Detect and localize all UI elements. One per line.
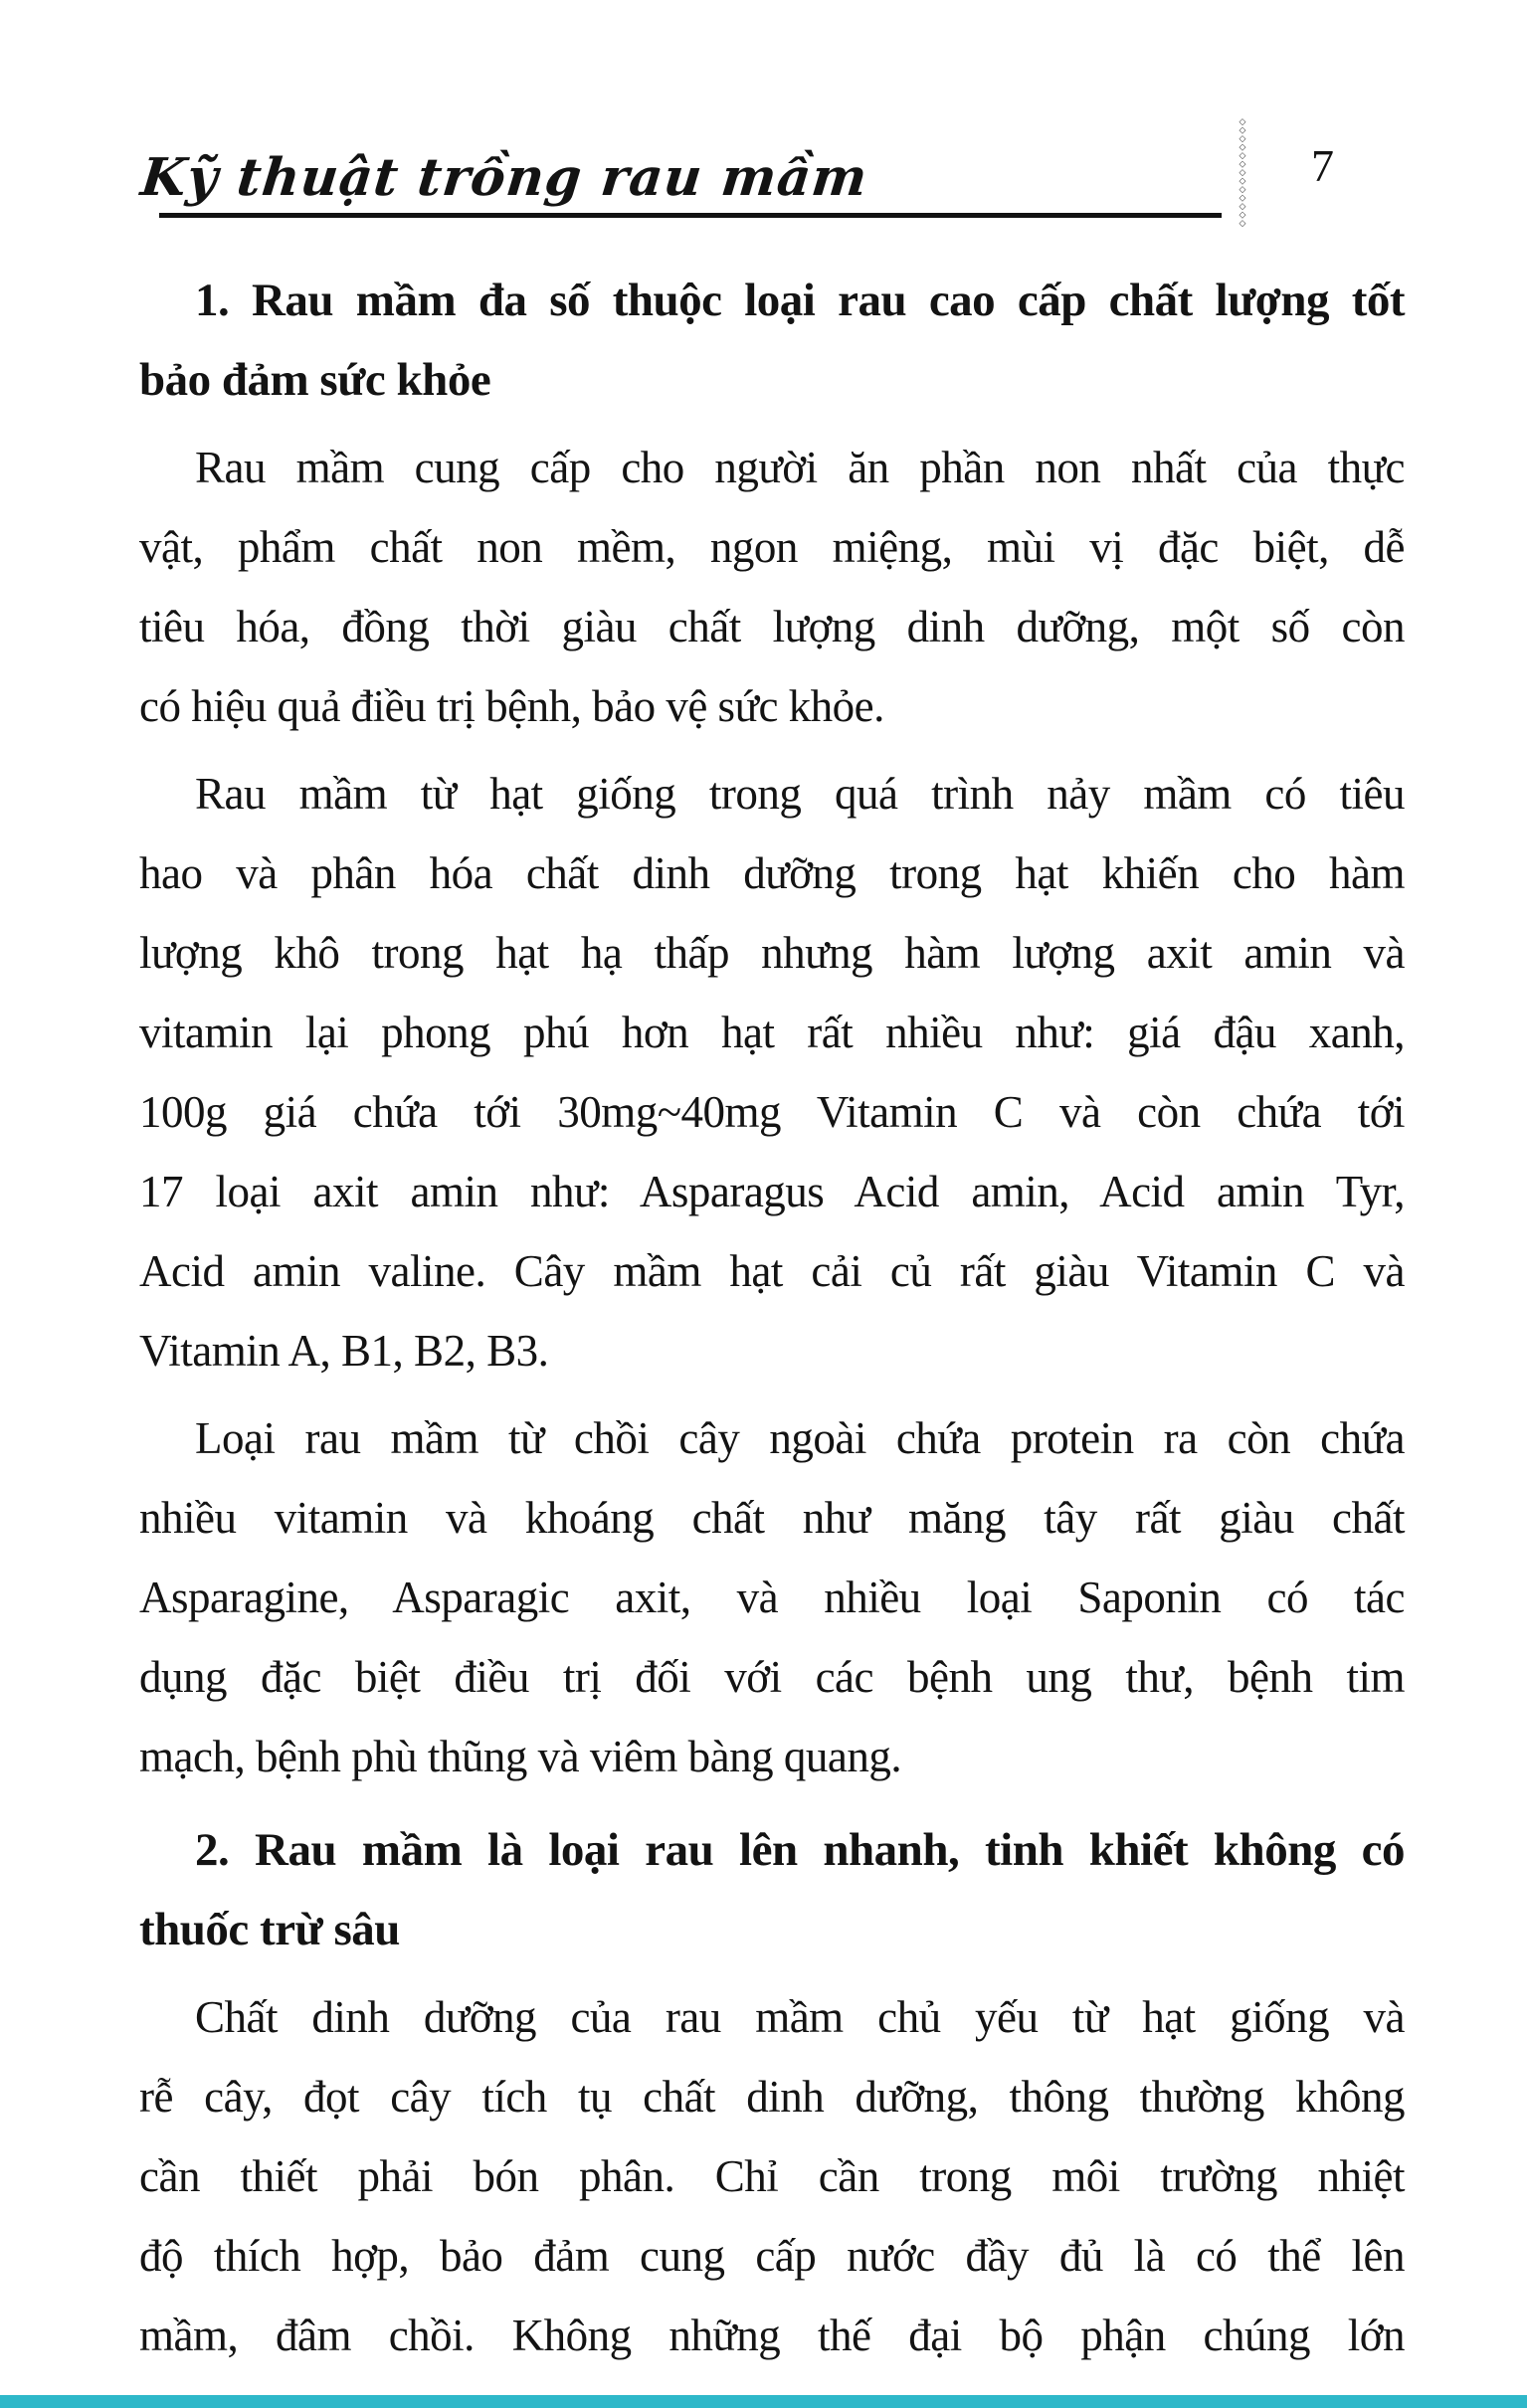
text-line: Rau mầm từ hạt giống trong quá trình nảy mầm có tiêu [195,769,1405,819]
text-line: có hiệu quả điều trị bệnh, bảo vệ sức khỏe. [139,681,884,731]
text-line: nhiều vitamin và khoáng chất như măng tây rất giàu chất [139,1493,1405,1543]
text-line: độ thích hợp, bảo đảm cung cấp nước đầy đủ là có thể lên [139,2231,1405,2281]
paragraph-1 [139,428,1405,746]
text-line: bảo đảm sức khỏe [139,354,491,406]
text-line: 2. Rau mầm là loại rau lên nhanh, tinh khiết không có [195,1824,1405,1876]
text-line: 1. Rau mầm đa số thuộc loại rau cao cấp chất lượng tốt [195,275,1405,326]
text-line: vật, phẩm chất non mềm, ngon miệng, mùi vị đặc biệt, dễ [139,522,1405,572]
header-rule [159,213,1222,218]
text-line: vitamin lại phong phú hơn hạt rất nhiều như: giá đậu xanh, [139,1008,1405,1057]
page-number: 7 [1311,140,1334,191]
text-line: cần thiết phải bón phân. Chỉ cần trong môi trường nhiệt [139,2151,1405,2201]
text-line: mạch, bệnh phù thũng và viêm bàng quang. [139,1732,902,1781]
text-line: rễ cây, đọt cây tích tụ chất dinh dưỡng, thông thường không [139,2072,1405,2122]
diamond-chain-icon: ◇◇◇◇◇◇◇◇◇◇◇◇◇ [1238,117,1247,228]
text-line: tiêu hóa, đồng thời giàu chất lượng dinh dưỡng, một số còn [139,602,1405,651]
paragraph-3 [139,1398,1405,1796]
text-line: Asparagine, Asparagic axit, và nhiều loại Saponin có tác [139,1573,1405,1622]
text-line: lượng khô trong hạt hạ thấp nhưng hàm lượng axit amin và [139,928,1405,978]
section-heading-1 [139,261,1405,420]
paragraph-4 [139,1977,1405,2375]
running-head-title: Kỹ thuật trồng rau mầm [137,147,871,208]
text-line: thuốc trừ sâu [139,1904,400,1955]
text-line: 17 loại axit amin như: Asparagus Acid amin, Acid amin Tyr, [139,1167,1405,1216]
bottom-accent-bar [0,2395,1527,2408]
text-line: Rau mầm cung cấp cho người ăn phần non nhất của thực [195,443,1405,492]
text-line: Loại rau mầm từ chồi cây ngoài chứa protein ra còn chứa [195,1413,1405,1463]
text-line: dụng đặc biệt điều trị đối với các bệnh ung thư, bệnh tim [139,1652,1405,1702]
text-line: Chất dinh dưỡng của rau mầm chủ yếu từ hạt giống và [195,1992,1405,2042]
text-line: hao và phân hóa chất dinh dưỡng trong hạt khiến cho hàm [139,848,1405,898]
section-heading-2 [139,1810,1405,1969]
page-body [139,261,1405,2375]
text-line: Vitamin A, B1, B2, B3. [139,1326,549,1376]
text-line: Acid amin valine. Cây mầm hạt cải củ rất giàu Vitamin C và [139,1246,1405,1296]
paragraph-2 [139,754,1405,1390]
text-line: 100g giá chứa tới 30mg~40mg Vitamin C và còn chứa tới [139,1087,1405,1137]
text-line: mầm, đâm chồi. Không những thế đại bộ phận chúng lớn [139,2311,1405,2360]
